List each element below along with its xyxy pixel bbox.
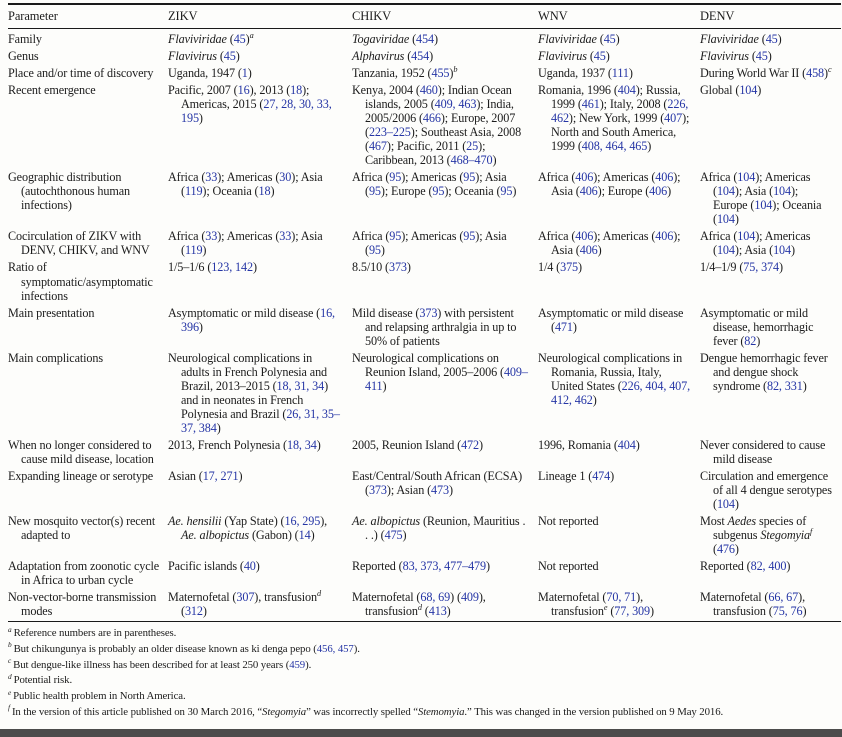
value-cell: 2005, Reunion Island (472) [352,437,483,452]
reference-number: 460 [419,83,438,98]
table-row [8,65,841,82]
footnote-marker: f [810,526,813,536]
reference-number: 474 [592,468,611,483]
column-header-chikv: CHIKV [352,4,538,29]
reference-number: 95 [463,229,476,244]
reference-number: 406 [575,229,594,244]
value-cell: Reported (82, 400) [700,559,791,574]
value-cell: Kenya, 2004 (460); Indian Ocean islands, 2005 (409, 463); India, 2005/2006 (466); Europe, 2007 (223–225); Southeast Asia, 2008 (467); Pacific, 2011 (25); Caribbean, 2013 (468–470) [352,83,522,168]
reference-number: 373 [388,260,407,275]
table-row [8,305,841,350]
reference-number: 454 [411,49,430,64]
footnote-marker: e [8,687,12,697]
reference-number: 409, 463 [434,97,477,112]
reference-number: 459 [289,658,306,671]
reference-number: 95 [389,170,402,185]
reference-number: 104 [716,184,735,199]
table-row [8,513,841,558]
reference-number: 104 [773,184,791,199]
reference-number: 104 [716,243,735,258]
reference-number: 16, 295 [284,514,321,528]
reference-number: 66, 67 [768,590,799,605]
reference-number: 407 [664,111,683,126]
reference-number: 111 [611,66,629,81]
reference-number: 25 [466,139,479,154]
value-cell: Not reported [538,559,599,574]
reference-number: 413 [428,604,447,619]
value-cell: Asian (17, 271) [168,468,243,483]
reference-number: 406 [649,184,668,199]
value-cell: Neurological complications in adults in French Polynesia and Brazil, 2013–2015 (18, 31, 34) and in neonates in French Polynesia and Brazil (26, 31, 35–37, 384) [168,350,340,435]
reference-number: 461 [581,97,600,112]
footnote-marker: b [453,65,458,74]
table-row [8,437,841,468]
reference-number: 33 [205,229,218,244]
reference-number: 455 [431,66,450,81]
reference-number: 375 [560,260,579,275]
value-cell: 8.5/10 (373) [352,260,411,275]
italic-term: Stegomyia [760,528,811,543]
bottom-rule [0,729,842,737]
value-cell: Never considered to cause mild disease [700,437,826,466]
value-cell: Flavivirus (45) [168,49,240,64]
value-cell: 1/4 (375) [538,260,582,275]
table-row [8,228,841,259]
reference-number: 468–470 [450,153,493,168]
table-row [8,169,841,228]
reference-number: 27, 28, 30, 33, 195 [181,97,332,126]
italic-term: Flavivirus [538,49,587,64]
param-cell: Main presentation [8,305,95,320]
reference-number: 472 [461,437,479,452]
value-cell: Neurological complications on Reunion Island, 2005–2006 (409–411) [352,350,528,393]
reference-number: 104 [754,198,773,213]
table-row [8,558,841,589]
table-row [8,259,841,304]
reference-number: 75, 374 [743,260,780,275]
value-cell: Africa (33); Americas (33); Asia (119) [168,229,323,258]
reference-number: 406 [579,184,598,199]
reference-number: 104 [716,496,735,511]
footnote-f: $^f$ In the version of this article published on 30 March 2016, “Stegomyia” was incorrectly spelled “Stemomyia.” This was changed in the version published on 9 May 2016. [8,703,724,718]
virus-comparison-table [8,3,841,620]
reference-number: 104 [716,212,735,227]
reference-number: 373 [419,305,438,320]
italic-term: Flaviviridae [538,32,597,46]
param-cell: New mosquito vector(s) recent adapted to [8,514,156,543]
param-cell: Geographic distribution (autochthonous human infections) [8,170,130,213]
value-cell: Africa (104); Americas (104); Asia (104); Europe (104); Oceania (104) [700,170,822,227]
reference-number: 95 [463,170,476,185]
value-cell: Uganda, 1947 (1) [168,66,252,81]
value-cell: Pacific, 2007 (16), 2013 (18); Americas, 2015 (27, 28, 30, 33, 195) [168,83,332,126]
reference-number: 95 [389,229,402,244]
italic-term: Stemomyia [417,705,465,718]
reference-number: 1 [241,66,248,81]
table-row [8,589,841,620]
reference-number: 406 [655,170,674,185]
footnote-d: $^d$ Potential risk. [8,671,73,687]
table-row [8,350,841,437]
reference-number: 82, 331 [766,378,803,393]
value-cell: Reported (83, 373, 477–479) [352,559,490,574]
value-cell: Asymptomatic or mild disease (471) [538,305,684,334]
value-cell: Flavivirus (45) [700,49,772,64]
reference-number: 45 [765,32,778,46]
value-cell: East/Central/South African (ECSA) (373); Asian (473) [352,468,523,497]
reference-number: 454 [416,32,434,46]
value-cell: 1/4–1/9 (75, 374) [700,260,783,275]
column-header-zikv: ZIKV [168,4,352,29]
value-cell: Africa (33); Americas (30); Asia (119); Oceania (18) [168,170,323,199]
footnotes [8,621,841,719]
reference-number: 104 [739,83,758,98]
footnote-marker: d [8,671,12,681]
reference-number: 409–411 [365,364,528,393]
italic-term: Flaviviridae [168,32,227,46]
reference-number: 408, 464, 465 [581,139,648,154]
value-cell: Asymptomatic or mild disease (16, 396) [168,305,335,334]
footnote-marker: f [8,703,10,713]
param-cell: Non-vector-borne transmission modes [8,590,157,619]
reference-number: 26, 31, 35–37, 384 [181,406,340,435]
reference-number: 466 [422,111,441,126]
reference-number: 18, 34 [286,437,317,452]
param-cell: Genus [8,49,39,64]
reference-number: 404 [617,437,636,452]
footnote-marker: a [8,624,12,634]
table-row [8,82,841,169]
reference-number: 18, 31, 34 [276,378,325,393]
column-header-parameter: Parameter [8,4,168,29]
value-cell: Alphavirus (454) [352,49,434,64]
reference-number: 223–225 [368,125,411,140]
footnote-marker: e [603,603,608,613]
reference-number: 82, 400 [750,559,787,574]
value-cell: Maternofetal (66, 67), transfusion (75, 76) [700,590,807,619]
value-cell: Circulation and emergence of all 4 dengue serotypes (104) [700,468,832,511]
value-cell: Global (104) [700,83,762,98]
italic-term: Ae. albopictus [352,514,421,528]
value-cell: During World War II $(458)^c$ [700,65,832,81]
reference-number: 95 [368,243,381,258]
value-cell: Ae. hensilii (Yap State) (16, 295), Ae. albopictus (Gabon) (14) [168,514,328,543]
italic-term: Flavivirus [168,49,217,64]
reference-number: 104 [773,243,791,258]
value-cell: Maternofetal (68, 69) (409), transfusion$^d$ (413) [352,590,486,619]
reference-number: 307 [236,590,255,605]
table-body [8,29,841,621]
italic-term: Flavivirus [700,49,749,64]
value-cell: Africa (406); Americas (406); Asia (406); Europe (406) [538,170,681,199]
value-cell: 1/5–1/6 (123, 142) [168,260,257,275]
reference-number: 458 [806,66,825,81]
reference-number: 45 [755,49,768,64]
italic-term: Ae. hensilii [168,514,222,528]
param-cell: Expanding lineage or serotype [8,468,154,483]
footnote-b: $^b$ But chikungunya is probably an older disease known as ki denga pepo (456, 457). [8,640,360,655]
reference-number: 409 [460,590,479,605]
footnote-marker: c [827,65,832,74]
param-cell: Family [8,32,42,46]
reference-number: 471 [554,319,573,334]
value-cell: Romania, 1996 (404); Russia, 1999 (461); Italy, 2008 (226, 462); New York, 1999 (407); North and South America, 1999 (408, 464, 465) [538,83,690,154]
reference-number: 18 [258,184,271,199]
reference-number: 226, 462 [551,97,689,126]
value-cell: Africa (95); Americas (95); Asia (95) [352,229,507,258]
value-cell: Tanzania, 1952 $(455)^b$ [352,65,458,81]
reference-number: 77, 309 [614,604,651,619]
value-cell: Uganda, 1937 (111) [538,66,633,81]
param-cell: Recent emergence [8,83,96,98]
value-cell: Flavivirus (45) [538,49,610,64]
value-cell: Ae. albopictus (Reunion, Mauritius . . .) (475) [352,514,526,543]
reference-number: 18 [290,83,303,98]
italic-term: Flaviviridae [700,32,759,46]
reference-number: 14 [298,528,311,543]
reference-number: 68, 69 [420,590,451,605]
reference-number: 467 [368,139,387,154]
reference-number: 70, 71 [606,590,637,605]
footnote-e: $^e$ Public health problem in North America. [8,687,186,703]
reference-number: 45 [593,49,606,64]
reference-number: 406 [579,243,598,258]
value-cell: Togaviridae (454) [352,32,438,46]
column-header-denv: DENV [700,4,841,29]
reference-number: 75, 76 [772,604,803,619]
param-cell: Ratio of symptomatic/asymptomatic infections [8,260,153,303]
footnote-marker: d [417,603,422,613]
value-cell: Africa (104); Americas (104); Asia (104) [700,229,811,258]
value-cell: Dengue hemorrhagic fever and dengue shock syndrome (82, 331) [700,350,828,393]
param-cell: Cocirculation of ZIKV with DENV, CHIKV, and WNV [8,229,150,258]
table-row [8,468,841,513]
value-cell: Asymptomatic or mild disease, hemorrhagic fever (82) [700,305,814,348]
reference-number: 456, 457 [316,642,354,655]
reference-number: 104 [737,229,756,244]
value-cell: Not reported [538,514,599,528]
italic-term: Aedes [727,514,757,528]
value-cell: Pacific islands (40) [168,559,260,574]
value-cell: Flaviviridae (45) [700,32,782,46]
reference-number: 45 [223,49,236,64]
value-cell: Maternofetal (70, 71), transfusion$^e$ (77, 309) [538,590,654,619]
reference-number: 95 [432,184,445,199]
reference-number: 33 [205,170,218,185]
value-cell: Flaviviridae $(45)^a$ [168,30,254,46]
param-cell: Place and/or time of discovery [8,66,154,81]
param-cell: Adaptation from zoonotic cycle in Africa to urban cycle [8,559,160,588]
value-cell: Lineage 1 (474) [538,468,615,483]
reference-number: 45 [233,32,246,46]
reference-number: 312 [184,604,203,619]
value-cell: Neurological complications in Romania, Russia, Italy, United States (226, 404, 407, 412, 462) [538,350,691,407]
reference-number: 123, 142 [211,260,253,275]
table-row [8,48,841,65]
reference-number: 406 [655,229,674,244]
footnote-marker: a [249,30,254,40]
value-cell: Flaviviridae (45) [538,32,620,46]
reference-number: 16 [237,83,250,98]
reference-number: 473 [431,482,449,497]
reference-number: 119 [184,184,203,199]
reference-number: 95 [500,184,513,199]
reference-number: 30 [279,170,292,185]
reference-number: 17, 271 [202,468,239,483]
param-cell: When no longer considered to cause mild disease, location [8,437,154,466]
reference-number: 373 [368,482,387,497]
reference-number: 95 [368,184,381,199]
reference-number: 404 [617,83,636,98]
value-cell: Africa (406); Americas (406); Asia (406) [538,229,681,258]
reference-number: 33 [279,229,292,244]
table-row [8,29,841,49]
reference-number: 119 [184,243,203,258]
reference-number: 406 [575,170,594,185]
footnote-marker: d [316,589,321,599]
italic-term: Togaviridae [352,32,410,46]
reference-number: 82 [744,333,757,348]
reference-number: 226, 404, 407, 412, 462 [551,378,691,407]
footnote-marker: c [8,656,12,666]
header-row [8,4,841,29]
reference-number: 104 [737,170,756,185]
reference-number: 476 [716,542,735,557]
reference-number: 475 [384,528,403,543]
italic-term: Stegomyia [262,705,307,718]
value-cell: Mild disease (373) with persistent and relapsing arthralgia in up to 50% of patients [352,305,517,348]
reference-number: 83, 373, 477–479 [402,559,486,574]
param-cell: Main complications [8,350,103,365]
value-cell: Most Aedes species of subgenus Stegomyia$^f$ (476) [700,514,813,557]
reference-number: 16, 396 [181,305,335,334]
footnote-marker: b [8,640,12,650]
value-cell: Maternofetal (307), transfusion$^d$ (312) [168,589,321,619]
column-header-wnv: WNV [538,4,700,29]
value-cell: 1996, Romania (404) [538,437,640,452]
value-cell: 2013, French Polynesia (18, 34) [168,437,321,452]
reference-number: 40 [243,559,256,574]
reference-number: 45 [603,32,616,46]
italic-term: Ae. albopictus [181,528,250,543]
footnote-c: $^c$ But dengue-like illness has been described for at least 250 years (459). [8,656,312,671]
footnote-a: $^a$ Reference numbers are in parentheses. [8,624,177,640]
value-cell: Africa (95); Americas (95); Asia (95); Europe (95); Oceania (95) [352,170,517,199]
italic-term: Alphavirus [352,49,405,64]
